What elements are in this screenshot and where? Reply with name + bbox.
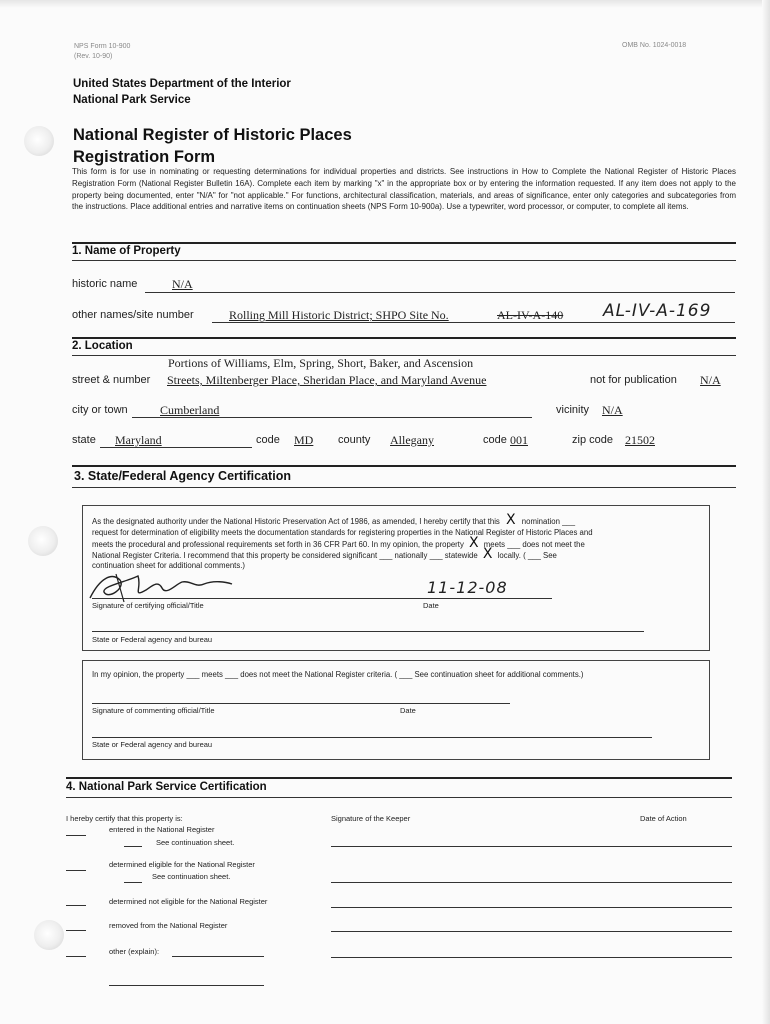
street-value-line1: Portions of Williams, Elm, Spring, Short, Baker, and Ascension [168,356,474,370]
section1-heading: 1. Name of Property [72,245,181,257]
other-names-value: Rolling Mill Historic District; SHPO Site No. [229,308,449,322]
handwritten-site-number: AL-IV-A-169 [603,301,712,321]
section-rule [66,777,732,779]
nomination-x-mark: X [506,512,516,528]
certification-date: 11-12-08 [427,578,508,597]
county-label: county [338,434,371,446]
state-value: Maryland [115,433,162,447]
keeper-signature-line [331,931,732,932]
keeper-signature-line [331,957,732,958]
keeper-signature-line [331,907,732,908]
item-entered: entered in the National Register [109,825,215,834]
county-value: Allegany [390,433,434,447]
form-instructions: This form is for use in nominating or requesting determinations for individual properties and districts. See instructions in How to Complete the National Register of Historic Places Registration Form (National Register Bulletin 16A). Complete each item by marking "x" in the appropriate box or by entering the information requested. If any item does not apply to the property being documented, enter "N/A" for "not applicable." For functions, architectural classification, materials, and areas of significance, enter only categories and subcategories from the instructions. Place additional entries and narrative items on continuation sheets (NPS Form 10-900a). Use a typewriter, word processor, or computer, to complete all items. [72,167,736,212]
item-not-eligible: determined not eligible for the National Register [109,897,268,906]
punch-hole-middle [28,526,58,556]
county-code-value: 001 [510,433,528,447]
cert-text-line4a: National Register Criteria. I recommend that this property be considered significant ___ nationally ___ statewide [92,551,478,560]
item-eligible: determined eligible for the National Register [109,860,255,869]
cert-text-line3a: meets the procedural and professional requirements set forth in 36 CFR Part 60. In my opinion, the property [92,540,464,549]
historic-name-label: historic name [72,278,138,290]
agency-line [92,631,644,632]
section4-heading: 4. National Park Service Certification [66,781,267,793]
form-title-line1: National Register of Historic Places [73,126,352,144]
section3-heading: 3. State/Federal Agency Certification [74,469,291,483]
cert-text-line1 [92,512,576,528]
section-rule [72,487,736,488]
agency-label: State or Federal agency and bureau [92,635,213,644]
state-label: state [72,434,96,446]
comment-agency-label: State or Federal agency and bureau [92,740,213,749]
vicinity-label: vicinity [556,404,590,416]
date-of-action-label: Date of Action [640,814,687,823]
cert-text-line2: request for determination of eligibility meets the documentation standards for registering properties in the National Register of Historic Places and [92,528,593,537]
cert-text-line4b: locally. ( ___ See [497,551,557,560]
comment-signature-label: Signature of commenting official/Title [92,706,215,715]
date-label: Date [423,601,439,610]
historic-name-line [145,292,735,293]
keeper-label: Signature of the Keeper [331,814,411,823]
other-names-label: other names/site number [72,309,194,321]
item-eligible-continuation: See continuation sheet. [152,872,231,881]
cert-text-line5: continuation sheet for additional comments.) [92,561,245,570]
cert-text-line3b: meets ___ does not meet the [483,540,585,549]
locally-x-mark: X [482,546,493,562]
form-revision: (Rev. 10-90) [74,53,113,60]
punch-hole-top [24,126,54,156]
street-value-line2: Streets, Miltenberger Place, Sheridan Place, and Maryland Avenue [167,373,487,387]
city-line [132,417,532,418]
punch-hole-bottom [34,920,64,950]
state-code-label: code [256,434,280,446]
county-code-label: code [483,434,507,446]
item-sub-checkbox-line [124,882,142,883]
zip-value: 21502 [625,433,655,447]
historic-name-value: N/A [172,277,193,291]
struck-site-number: AL-IV-A-140 [497,308,564,322]
opinion-text: In my opinion, the property ___ meets ___ does not meet the National Register criteria. ( ___ See continuation sheet for additional comments.) [92,670,584,679]
item-checkbox-line [66,905,86,906]
other-explain-line [172,956,264,957]
keeper-signature-line [331,882,732,883]
section-rule [72,242,736,244]
item-entered-continuation: See continuation sheet. [156,838,235,847]
zip-label: zip code [572,434,613,446]
section-rule [72,465,736,467]
state-line [100,447,252,448]
agency-name: United States Department of the Interior [73,78,291,90]
item-sub-checkbox-line [124,846,142,847]
section2-heading: 2. Location [72,340,133,352]
state-code-value: MD [294,433,314,447]
item-checkbox-line [66,930,86,931]
omb-number: OMB No. 1024-0018 [622,42,687,49]
section-rule [72,337,736,339]
cert-text-a: As the designated authority under the National Historic Preservation Act of 1986, as amended, I hereby certify that this [92,517,500,526]
other-explain-line-2 [109,985,264,986]
city-label: city or town [72,404,128,416]
item-checkbox-line [66,835,86,836]
keeper-signature-line [331,846,732,847]
cert-text-b: nomination ___ [521,517,576,526]
item-checkbox-line [66,956,86,957]
city-value: Cumberland [160,403,220,417]
meets-x-mark: X [469,535,479,551]
form-number: NPS Form 10-900 [74,43,131,50]
item-other: other (explain): [109,947,160,956]
page-edge-right [762,0,770,1024]
not-for-publication-value: N/A [700,373,721,387]
comment-date-label: Date [400,706,416,715]
page-edge-top [0,0,770,8]
vicinity-value: N/A [602,403,623,417]
section-rule [72,260,736,261]
comment-agency-line [92,737,652,738]
section-rule [66,797,732,798]
form-title-line2: Registration Form [73,148,216,166]
signature-label: Signature of certifying official/Title [92,601,204,610]
street-label: street & number [72,374,151,386]
other-names-line [212,322,735,323]
item-removed: removed from the National Register [109,921,228,930]
certify-statement: I hereby certify that this property is: [66,814,183,823]
service-name: National Park Service [73,94,191,106]
comment-signature-line [92,703,510,704]
not-for-publication-label: not for publication [590,374,677,386]
item-checkbox-line [66,870,86,871]
signature-line [92,598,552,599]
